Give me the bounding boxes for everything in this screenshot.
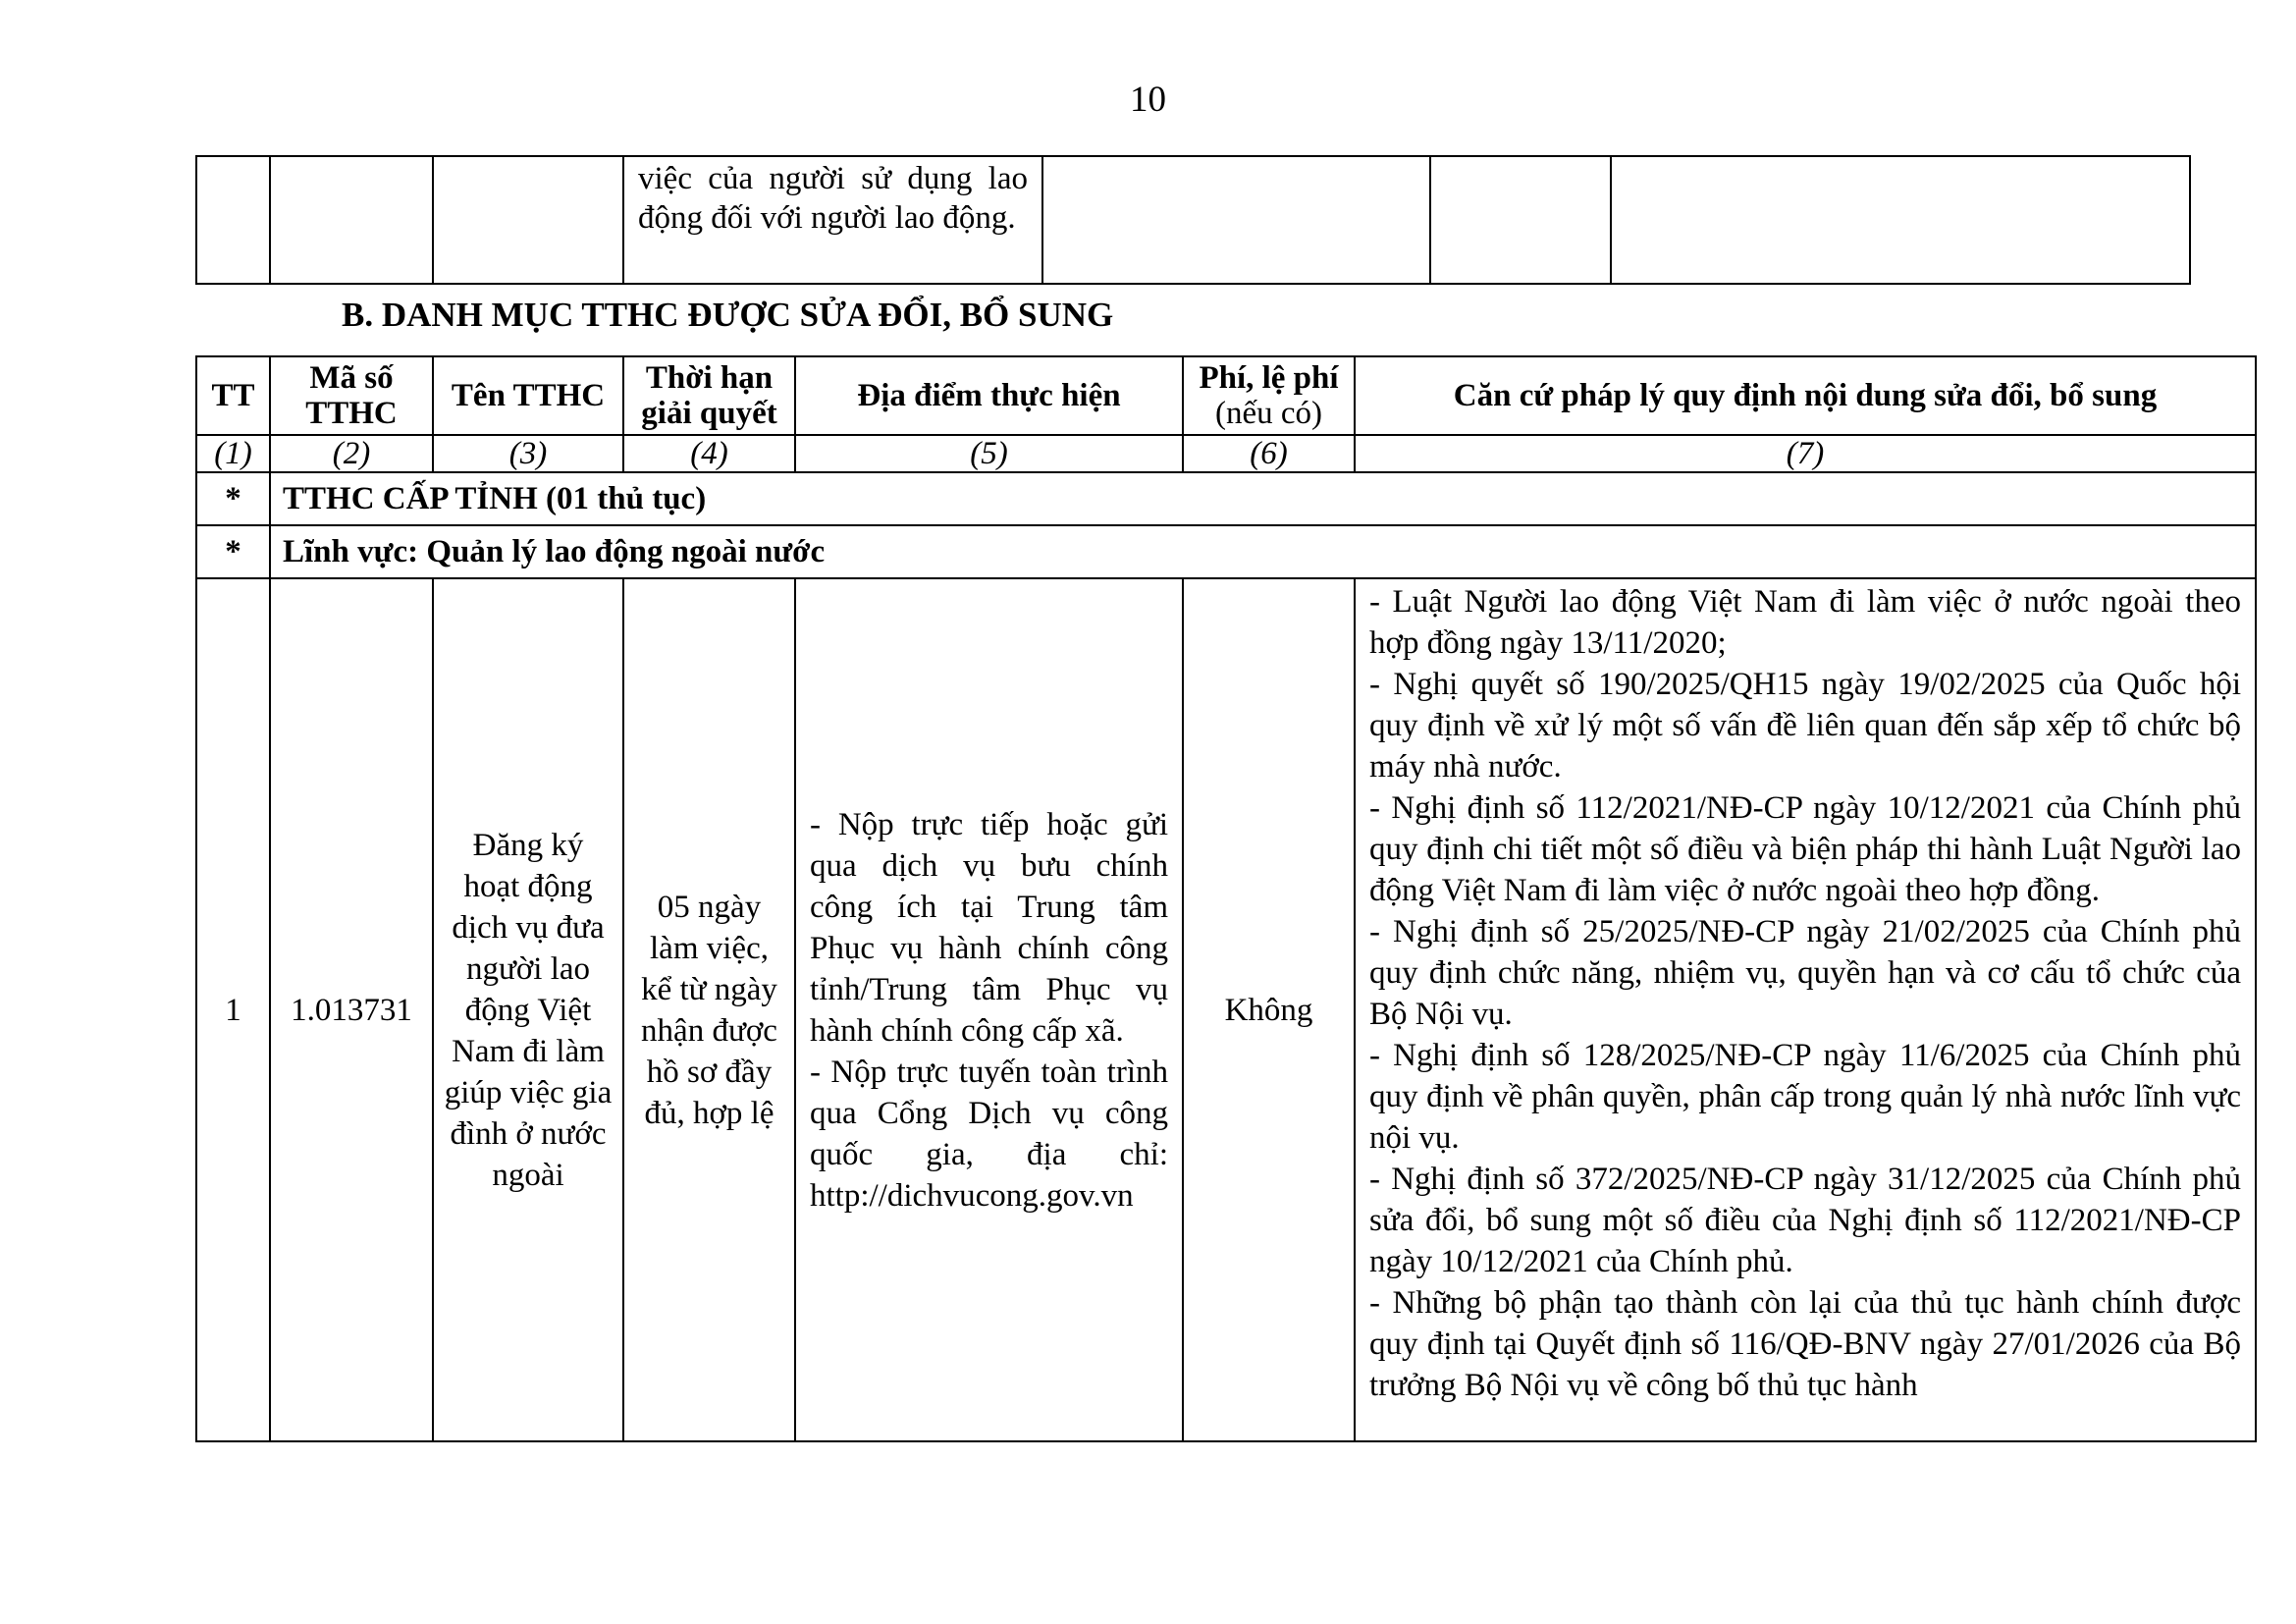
cell-tt: 1 xyxy=(196,578,270,1441)
column-number: (2) xyxy=(270,435,433,472)
dia-diem-item: - Nộp trực tiếp hoặc gửi qua dịch vụ bưu chính công ích tại Trung tâm Phục vụ hành chính công tỉnh/Trung tâm Phục vụ hành chính công cấp xã. xyxy=(810,806,1168,1049)
header-ma-so-line2: TTHC xyxy=(305,396,398,431)
column-number: (6) xyxy=(1183,435,1355,472)
header-ten: Tên TTHC xyxy=(433,356,623,435)
cell-ma-so: 1.013731 xyxy=(270,578,433,1441)
group-label: TTHC CẤP TỈNH (01 thủ tục) xyxy=(270,472,2256,525)
cell-can-cu xyxy=(1355,578,2256,1441)
procedures-table xyxy=(195,355,2257,1442)
legal-basis-item: - Nghị định số 372/2025/NĐ-CP ngày 31/12/2025 của Chính phủ sửa đổi, bổ sung một số điều của Nghị định số 112/2021/NĐ-CP ngày 10/12/2021 của Chính phủ. xyxy=(1369,1162,2241,1279)
header-thoi-han xyxy=(623,356,795,435)
column-number: (3) xyxy=(433,435,623,472)
header-thoi-han-line2: giải quyết xyxy=(641,396,777,431)
header-ma-so-line1: Mã số xyxy=(309,360,394,396)
header-ma-so xyxy=(270,356,433,435)
cell-empty xyxy=(270,156,433,284)
group-marker: * xyxy=(196,525,270,578)
cell-empty xyxy=(1430,156,1611,284)
header-phi xyxy=(1183,356,1355,435)
table-row xyxy=(196,578,2256,1441)
header-tt: TT xyxy=(196,356,270,435)
header-row xyxy=(196,356,2256,435)
group-label: Lĩnh vực: Quản lý lao động ngoài nước xyxy=(270,525,2256,578)
column-number: (1) xyxy=(196,435,270,472)
cell-empty xyxy=(196,156,270,284)
cell-empty xyxy=(1042,156,1430,284)
legal-basis-item: - Nghị định số 25/2025/NĐ-CP ngày 21/02/2025 của Chính phủ quy định chức năng, nhiệm vụ, quyền hạn và cơ cấu tổ chức của Bộ Nội vụ. xyxy=(1369,914,2241,1032)
cell-empty xyxy=(433,156,623,284)
header-thoi-han-line1: Thời hạn xyxy=(645,360,774,396)
continuation-table xyxy=(195,155,2191,285)
column-number: (7) xyxy=(1355,435,2256,472)
header-can-cu: Căn cứ pháp lý quy định nội dung sửa đổi, bổ sung xyxy=(1355,356,2256,435)
column-number: (4) xyxy=(623,435,795,472)
continuation-row xyxy=(196,156,2190,284)
group-row-field xyxy=(196,525,2256,578)
dia-diem-item: - Nộp trực tuyến toàn trình qua Cổng Dịch vụ công quốc gia, địa chỉ: http://dichvucong.gov.vn xyxy=(810,1054,1168,1214)
header-dia-diem: Địa điểm thực hiện xyxy=(795,356,1183,435)
legal-basis-item: - Nghị định số 128/2025/NĐ-CP ngày 11/6/2025 của Chính phủ quy định về phân quyền, phân cấp trong quản lý nhà nước lĩnh vực nội vụ. xyxy=(1369,1038,2241,1156)
group-row-provincial xyxy=(196,472,2256,525)
cell-thoi-han: 05 ngày làm việc, kể từ ngày nhận được hồ sơ đầy đủ, hợp lệ xyxy=(623,578,795,1441)
cell-dia-diem xyxy=(795,578,1183,1441)
header-phi-line2: (nếu có) xyxy=(1214,396,1323,431)
cell-ten-tthc: Đăng ký hoạt động dịch vụ đưa người lao động Việt Nam đi làm giúp việc gia đình ở nước ngoài xyxy=(433,578,623,1441)
continued-text: việc của người sử dụng lao động đối với người lao động. xyxy=(623,156,1042,284)
group-marker: * xyxy=(196,472,270,525)
cell-empty xyxy=(1611,156,2190,284)
column-number: (5) xyxy=(795,435,1183,472)
header-phi-line1: Phí, lệ phí xyxy=(1199,360,1339,396)
section-heading: B. DANH MỤC TTHC ĐƯỢC SỬA ĐỔI, BỔ SUNG xyxy=(342,296,1114,334)
cell-phi: Không xyxy=(1183,578,1355,1441)
column-number-row xyxy=(196,435,2256,472)
legal-basis-item: - Luật Người lao động Việt Nam đi làm việc ở nước ngoài theo hợp đồng ngày 13/11/2020; xyxy=(1369,584,2241,661)
legal-basis-item: - Nghị định số 112/2021/NĐ-CP ngày 10/12/2021 của Chính phủ quy định chi tiết một số điều và biện pháp thi hành Luật Người lao động Việt Nam đi làm việc ở nước ngoài theo hợp đồng. xyxy=(1369,790,2241,908)
legal-basis-item: - Những bộ phận tạo thành còn lại của thủ tục hành chính được quy định tại Quyết định số 116/QĐ-BNV ngày 27/01/2026 của Bộ trưởng Bộ Nội vụ về công bố thủ tục hành xyxy=(1369,1285,2241,1403)
page-number: 10 xyxy=(1130,80,1166,120)
legal-basis-item: - Nghị quyết số 190/2025/QH15 ngày 19/02/2025 của Quốc hội quy định về xử lý một số vấn đề liên quan đến sắp xếp tổ chức bộ máy nhà nước. xyxy=(1369,667,2241,785)
